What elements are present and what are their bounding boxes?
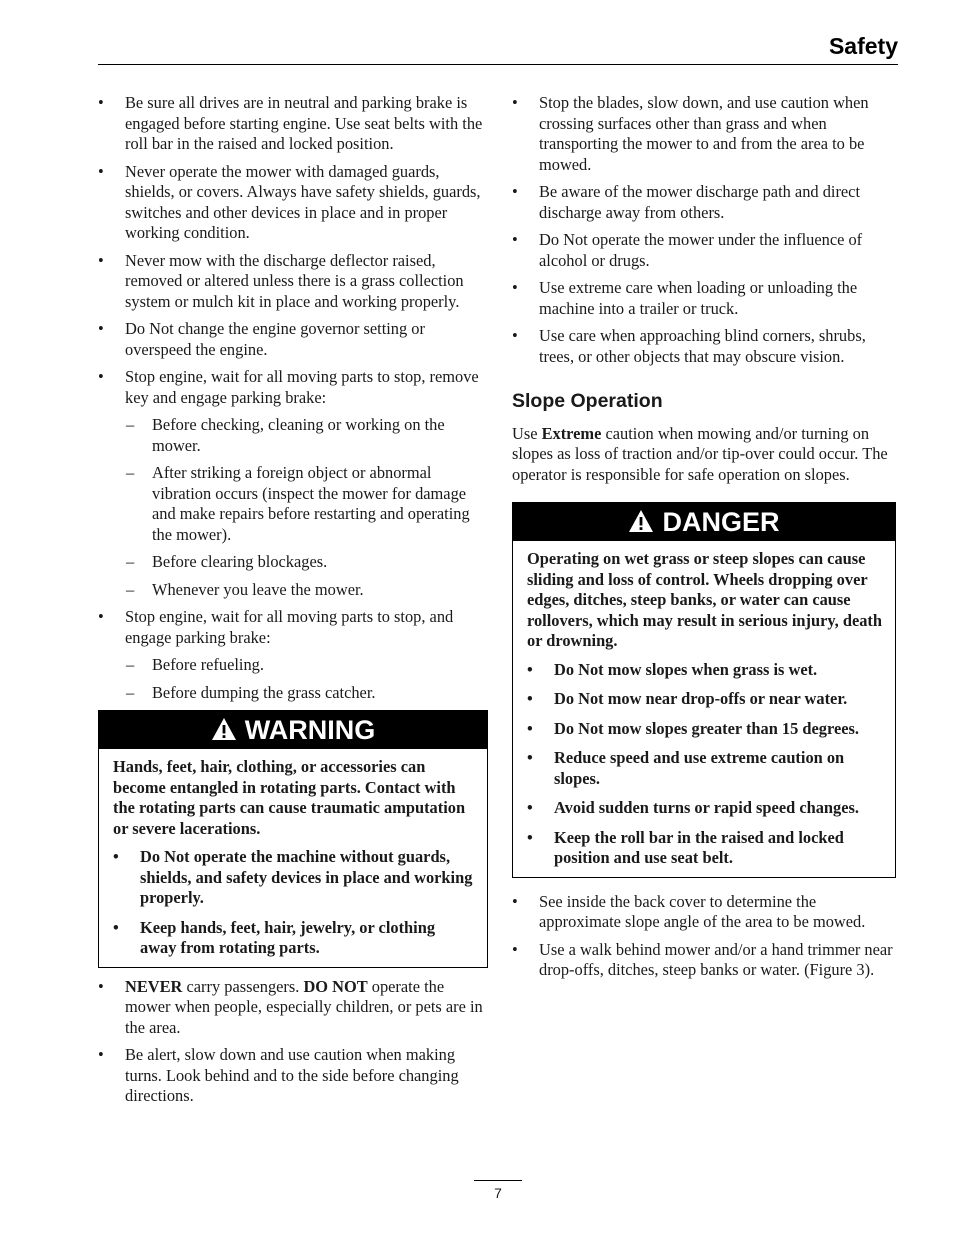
slope-intro xyxy=(512,424,902,486)
list-item: • Do Not mow slopes when grass is wet. xyxy=(527,660,882,681)
list-item: • Avoid sudden turns or rapid speed changes. xyxy=(527,798,882,819)
list-item: • Do Not operate the mower under the influence of alcohol or drugs. xyxy=(512,230,902,271)
slope-intro-pre: Use xyxy=(512,423,542,443)
list-item xyxy=(98,319,488,360)
list-item xyxy=(98,251,488,313)
left-bullets-bottom xyxy=(98,977,488,1107)
list-item xyxy=(98,607,488,703)
list-item-text: Never operate the mower with damaged guards, shields, or covers. Always have safety shields, guards, switches and other devices in place and in proper working condition. xyxy=(125,161,481,242)
list-item: • Do Not operate the machine without guards, shields, and safety devices in place and working properly. xyxy=(113,847,474,909)
list-item: • Use extreme care when loading or unloading the machine into a trailer or truck. xyxy=(512,278,902,319)
list-item: • Keep the roll bar in the raised and locked position and use seat belt. xyxy=(527,828,882,869)
list-item-text: carry passengers. xyxy=(182,976,304,996)
list-item-text: Be sure all drives are in neutral and parking brake is engaged before starting engine. Use seat belts with the roll bar in the raised and locked position. xyxy=(125,93,483,153)
list-item-text: Be alert, slow down and use caution when making turns. Look behind and to the side before changing directions. xyxy=(125,1045,459,1105)
emphasis: DO NOT xyxy=(303,976,368,996)
list-item xyxy=(98,162,488,244)
list-item: • Reduce speed and use extreme caution on slopes. xyxy=(527,748,882,789)
header-rule xyxy=(98,64,898,65)
list-item xyxy=(98,1045,488,1107)
right-column xyxy=(512,93,902,988)
list-item xyxy=(98,367,488,600)
danger-bullets xyxy=(527,660,882,869)
sub-list-item: – Before refueling. xyxy=(125,655,488,676)
slope-intro-post: caution when mowing and/or turning on slopes as loss of traction and/or tip-over could occur. The operator is responsible for safe operation on slopes. xyxy=(512,423,888,484)
page-number: 7 xyxy=(474,1180,522,1201)
danger-header xyxy=(513,503,895,541)
sub-list-item: – After striking a foreign object or abnormal vibration occurs (inspect the mower for damage and make repairs before restarting and operating the mower). xyxy=(125,463,488,545)
sub-list-item: – Before dumping the grass catcher. xyxy=(125,683,488,704)
sub-list-item: – Whenever you leave the mower. xyxy=(125,580,488,601)
right-bullets-top xyxy=(512,93,902,367)
list-item: • See inside the back cover to determine the approximate slope angle of the area to be mowed. xyxy=(512,892,902,933)
list-item-text: Do Not change the engine governor setting or overspeed the engine. xyxy=(125,319,425,359)
warning-triangle-icon xyxy=(628,509,654,535)
list-item-text: Never mow with the discharge deflector raised, removed or altered unless there is a grass collection system or mulch kit in place and working properly. xyxy=(125,250,464,311)
danger-text: Operating on wet grass or steep slopes can cause sliding and loss of control. Wheels dropping over edges, ditches, steep banks, or water can cause rollovers, which may result in serious injury, death or drowning. xyxy=(527,549,882,650)
list-item: • Do Not mow slopes greater than 15 degrees. xyxy=(527,719,882,740)
list-item-text: operate the mower when people, especially children, or pets are in the area. xyxy=(125,976,483,1037)
list-item: • Stop the blades, slow down, and use caution when crossing surfaces other than grass and when transporting the mower to and from the area to be mowed. xyxy=(512,93,902,175)
warning-box xyxy=(98,710,488,968)
danger-box xyxy=(512,502,896,878)
warning-header xyxy=(99,711,487,749)
list-item-text: Stop engine, wait for all moving parts to stop, and engage parking brake: xyxy=(125,607,454,647)
section-title: Safety xyxy=(828,33,898,59)
slope-operation-heading: Slope Operation xyxy=(512,390,663,412)
warning-title: WARNING xyxy=(244,714,376,745)
sub-list xyxy=(125,655,488,703)
list-item xyxy=(98,93,488,155)
sub-list xyxy=(125,415,488,600)
list-item: • Be aware of the mower discharge path and direct discharge away from others. xyxy=(512,182,902,223)
list-item xyxy=(98,977,488,1039)
danger-title: DANGER xyxy=(662,506,780,537)
list-item-text: Stop engine, wait for all moving parts to stop, remove key and engage parking brake: xyxy=(125,367,479,407)
sub-list-item: – Before checking, cleaning or working on the mower. xyxy=(125,415,488,456)
emphasis: Extreme xyxy=(541,423,602,443)
list-item: • Use care when approaching blind corners, shrubs, trees, or other objects that may obscure vision. xyxy=(512,326,902,367)
list-item: • Keep hands, feet, hair, jewelry, or clothing away from rotating parts. xyxy=(113,918,474,959)
emphasis: NEVER xyxy=(125,976,183,996)
sub-list-item: – Before clearing blockages. xyxy=(125,552,488,573)
list-item: • Use a walk behind mower and/or a hand trimmer near drop-offs, ditches, steep banks or water. (Figure 3). xyxy=(512,940,902,981)
warning-body xyxy=(99,749,487,967)
warning-bullets xyxy=(113,847,474,959)
left-bullets-top xyxy=(98,93,488,703)
warning-text: Hands, feet, hair, clothing, or accessories can become entangled in rotating parts. Contact with the rotating parts can cause traumatic amputation or severe lacerations. xyxy=(113,757,466,838)
left-column xyxy=(98,93,488,1114)
warning-triangle-icon xyxy=(211,717,237,743)
danger-body xyxy=(513,541,895,877)
list-item: • Do Not mow near drop-offs or near water. xyxy=(527,689,882,710)
right-bullets-bottom xyxy=(512,892,902,981)
